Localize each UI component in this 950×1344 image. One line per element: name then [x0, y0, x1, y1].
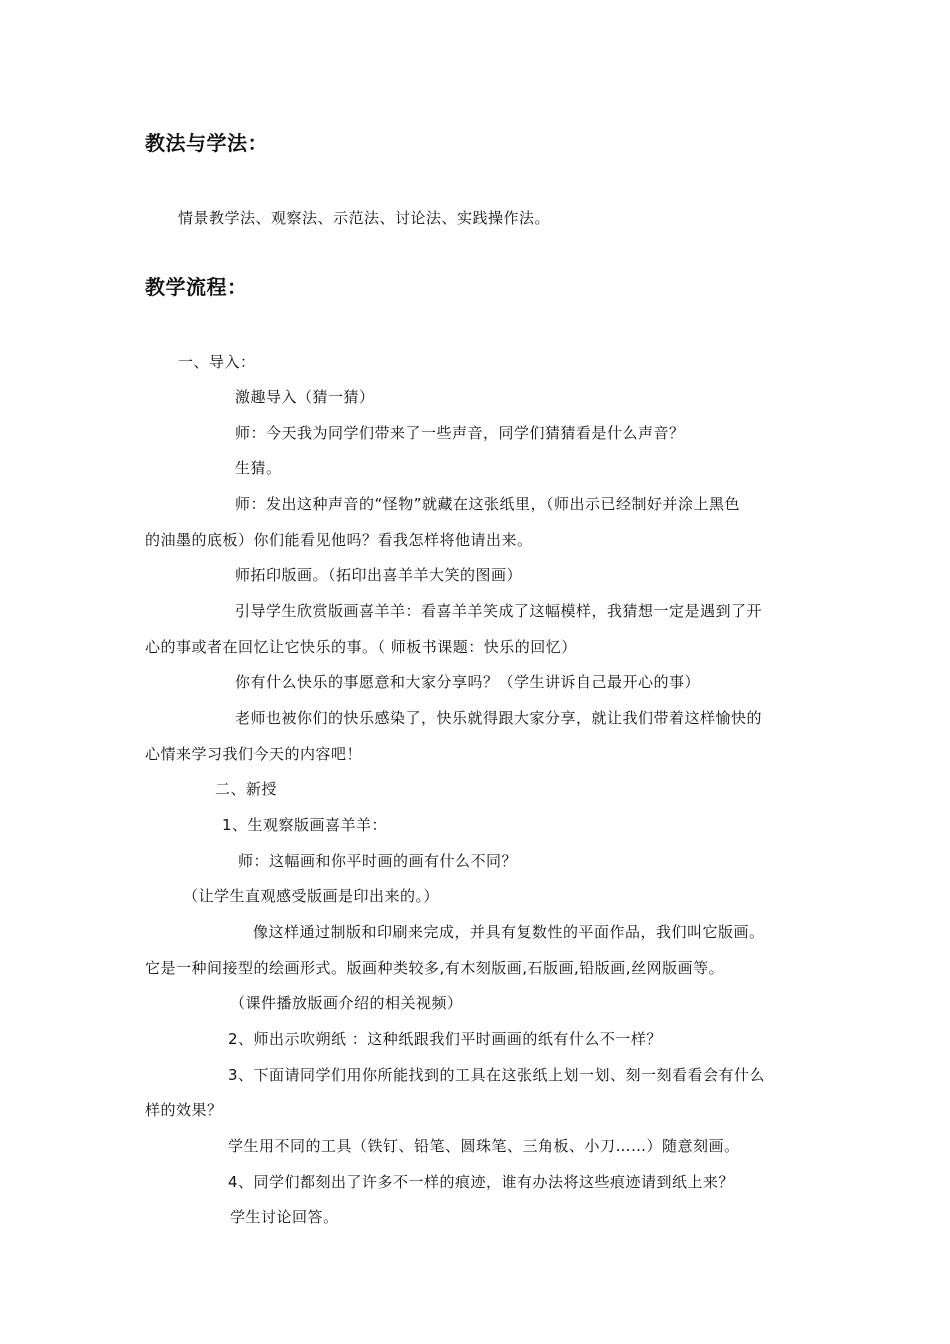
methods-text: 情景教学法、观察法、示范法、讨论法、实践操作法。 [178, 209, 551, 227]
paragraph-line: 心的事或者在回忆让它快乐的事。（ 师板书课题：快乐的回忆） [145, 638, 577, 656]
heading-teaching-process: 教学流程： [145, 275, 248, 299]
paragraph-line: 生猜。 [235, 459, 282, 477]
paragraph-line: 像这样通过制版和印刷来完成，并具有复数性的平面作品，我们叫它版画。 [253, 923, 765, 941]
paragraph-line: 你有什么快乐的事愿意和大家分享吗？（学生讲诉自己最开心的事） [235, 673, 701, 691]
paragraph-line: 学生讨论回答。 [230, 1208, 339, 1226]
paragraph-line: 师：今天我为同学们带来了一些声音，同学们猜猜看是什么声音？ [235, 424, 685, 442]
paragraph-line: 引导学生欣赏版画喜羊羊：看喜羊羊笑成了这幅模样，我猜想一定是遇到了开 [235, 602, 763, 620]
paragraph-line: 样的效果？ [145, 1101, 223, 1119]
heading-teaching-methods: 教法与学法： [145, 131, 268, 155]
paragraph-line: 师：发出这种声音的“怪物”就藏在这张纸里，（师出示已经制好并涂上黑色 [235, 495, 741, 513]
paragraph-line: 师拓印版画。（拓印出喜羊羊大笑的图画） [235, 566, 523, 584]
paragraph-line: 它是一种间接型的绘画形式。版画种类较多,有木刻版画,石版画,铅版画,丝网版画等。 [145, 959, 725, 977]
paragraph-line: 3、下面请同学们用你所能找到的工具在这张纸上划一划、刻一刻看看会有什么 [228, 1066, 766, 1084]
section2-title: 二、新授 [215, 780, 278, 798]
section1-title: 一、导入： [178, 353, 256, 371]
paragraph-line: 学生用不同的工具（铁钉、铅笔、圆珠笔、三角板、小刀……）随意刻画。 [228, 1137, 740, 1155]
paragraph-line: 的油墨的底板）你们能看见他吗？看我怎样将他请出来。 [145, 531, 533, 549]
paragraph-line: （课件播放版画介绍的相关视频） [230, 994, 463, 1012]
paragraph-line: 激趣导入（猜一猜） [235, 388, 375, 406]
paragraph-line: 4、同学们都刻出了许多不一样的痕迹，谁有办法将这些痕迹请到纸上来？ [228, 1173, 735, 1191]
paragraph-line: 师：这幅画和你平时画的画有什么不同？ [238, 852, 518, 870]
paragraph-line: （让学生直观感受版画是印出来的。） [183, 887, 440, 905]
paragraph-line: 2、师出示吹朔纸 ：这种纸跟我们平时画画的纸有什么不一样？ [228, 1030, 662, 1048]
paragraph-line: 老师也被你们的快乐感染了，快乐就得跟大家分享，就让我们带着这样愉快的 [235, 709, 763, 727]
paragraph-line: 心情来学习我们今天的内容吧！ [145, 745, 363, 763]
paragraph-line: 1、生观察版画喜羊羊： [222, 816, 388, 834]
